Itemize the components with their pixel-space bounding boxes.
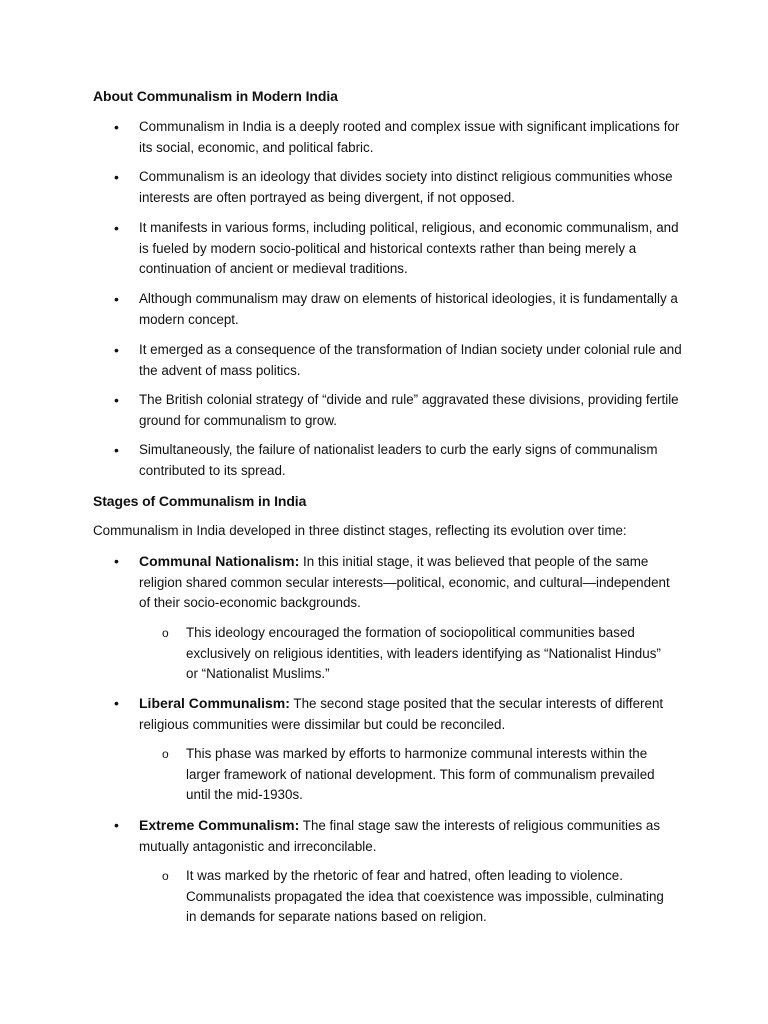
stage-item-extreme-communalism xyxy=(139,815,684,857)
list-item: Communalism in India is a deeply rooted and complex issue with significant implications for its social, economic, and political fabric. xyxy=(139,119,680,155)
stage-text: The final stage saw the interests of religious communities as mutually antagonistic and irreconcilable. xyxy=(139,818,661,854)
sub-bullet-marker: o xyxy=(162,747,169,761)
bullet-marker: • xyxy=(114,169,119,185)
bullet-marker: • xyxy=(114,817,119,833)
list-item: Although communalism may draw on elements of historical ideologies, it is fundamentally a modern concept. xyxy=(139,291,678,327)
stage-item-liberal-communalism xyxy=(139,693,684,735)
stage-text: The second stage posited that the secular interests of different religious communities were dissimilar but could be reconciled. xyxy=(139,696,664,732)
list-item: It manifests in various forms, including political, religious, and economic communalism, and is fueled by modern socio-political and historical contexts rather than being merely a continuation of ancient or medieval traditions. xyxy=(139,220,679,276)
bullet-marker: • xyxy=(114,220,119,236)
stage-term: Communal Nationalism: xyxy=(139,553,300,569)
sub-list-item: It was marked by the rhetoric of fear and hatred, often leading to violence. Communalists propagated the idea that coexistence was impossible, culminating in demands for separate nations based on religion. xyxy=(186,868,664,924)
stage-text: In this initial stage, it was believed that people of the same religion shared common secular interests—political, economic, and cultural—independent of their socio-economic backgrounds. xyxy=(139,554,670,610)
section-intro: Communalism in India developed in three distinct stages, reflecting its evolution over time: xyxy=(93,523,627,538)
sub-list-item: This ideology encouraged the formation of sociopolitical communities based exclusively on religious identities, with leaders identifying as “Nationalist Hindus” or “Nationalist Muslims.” xyxy=(186,625,661,681)
bullet-marker: • xyxy=(114,695,119,711)
list-item: Communalism is an ideology that divides society into distinct religious communities whose interests are often portrayed as being divergent, if not opposed. xyxy=(139,169,673,205)
list-item: It emerged as a consequence of the transformation of Indian society under colonial rule and the advent of mass politics. xyxy=(139,342,682,378)
stage-term: Extreme Communalism: xyxy=(139,817,300,833)
bullet-marker: • xyxy=(114,342,119,358)
list-item: The British colonial strategy of “divide and rule” aggravated these divisions, providing fertile ground for communalism to grow. xyxy=(139,392,679,428)
sub-bullet-marker: o xyxy=(162,626,169,640)
stage-item-communal-nationalism xyxy=(139,551,684,614)
bullet-marker: • xyxy=(114,291,119,307)
bullet-marker: • xyxy=(114,392,119,408)
list-item: Simultaneously, the failure of nationalist leaders to curb the early signs of communalism contributed to its spread. xyxy=(139,442,658,478)
stage-term: Liberal Communalism: xyxy=(139,695,290,711)
bullet-marker: • xyxy=(114,553,119,569)
section-heading-about: About Communalism in Modern India xyxy=(93,88,338,104)
bullet-marker: • xyxy=(114,442,119,458)
sub-bullet-marker: o xyxy=(162,869,169,883)
bullet-marker: • xyxy=(114,119,119,135)
sub-list-item: This phase was marked by efforts to harmonize communal interests within the larger framework of national development. This form of communalism prevailed until the mid-1930s. xyxy=(186,746,655,802)
section-heading-stages: Stages of Communalism in India xyxy=(93,493,307,509)
